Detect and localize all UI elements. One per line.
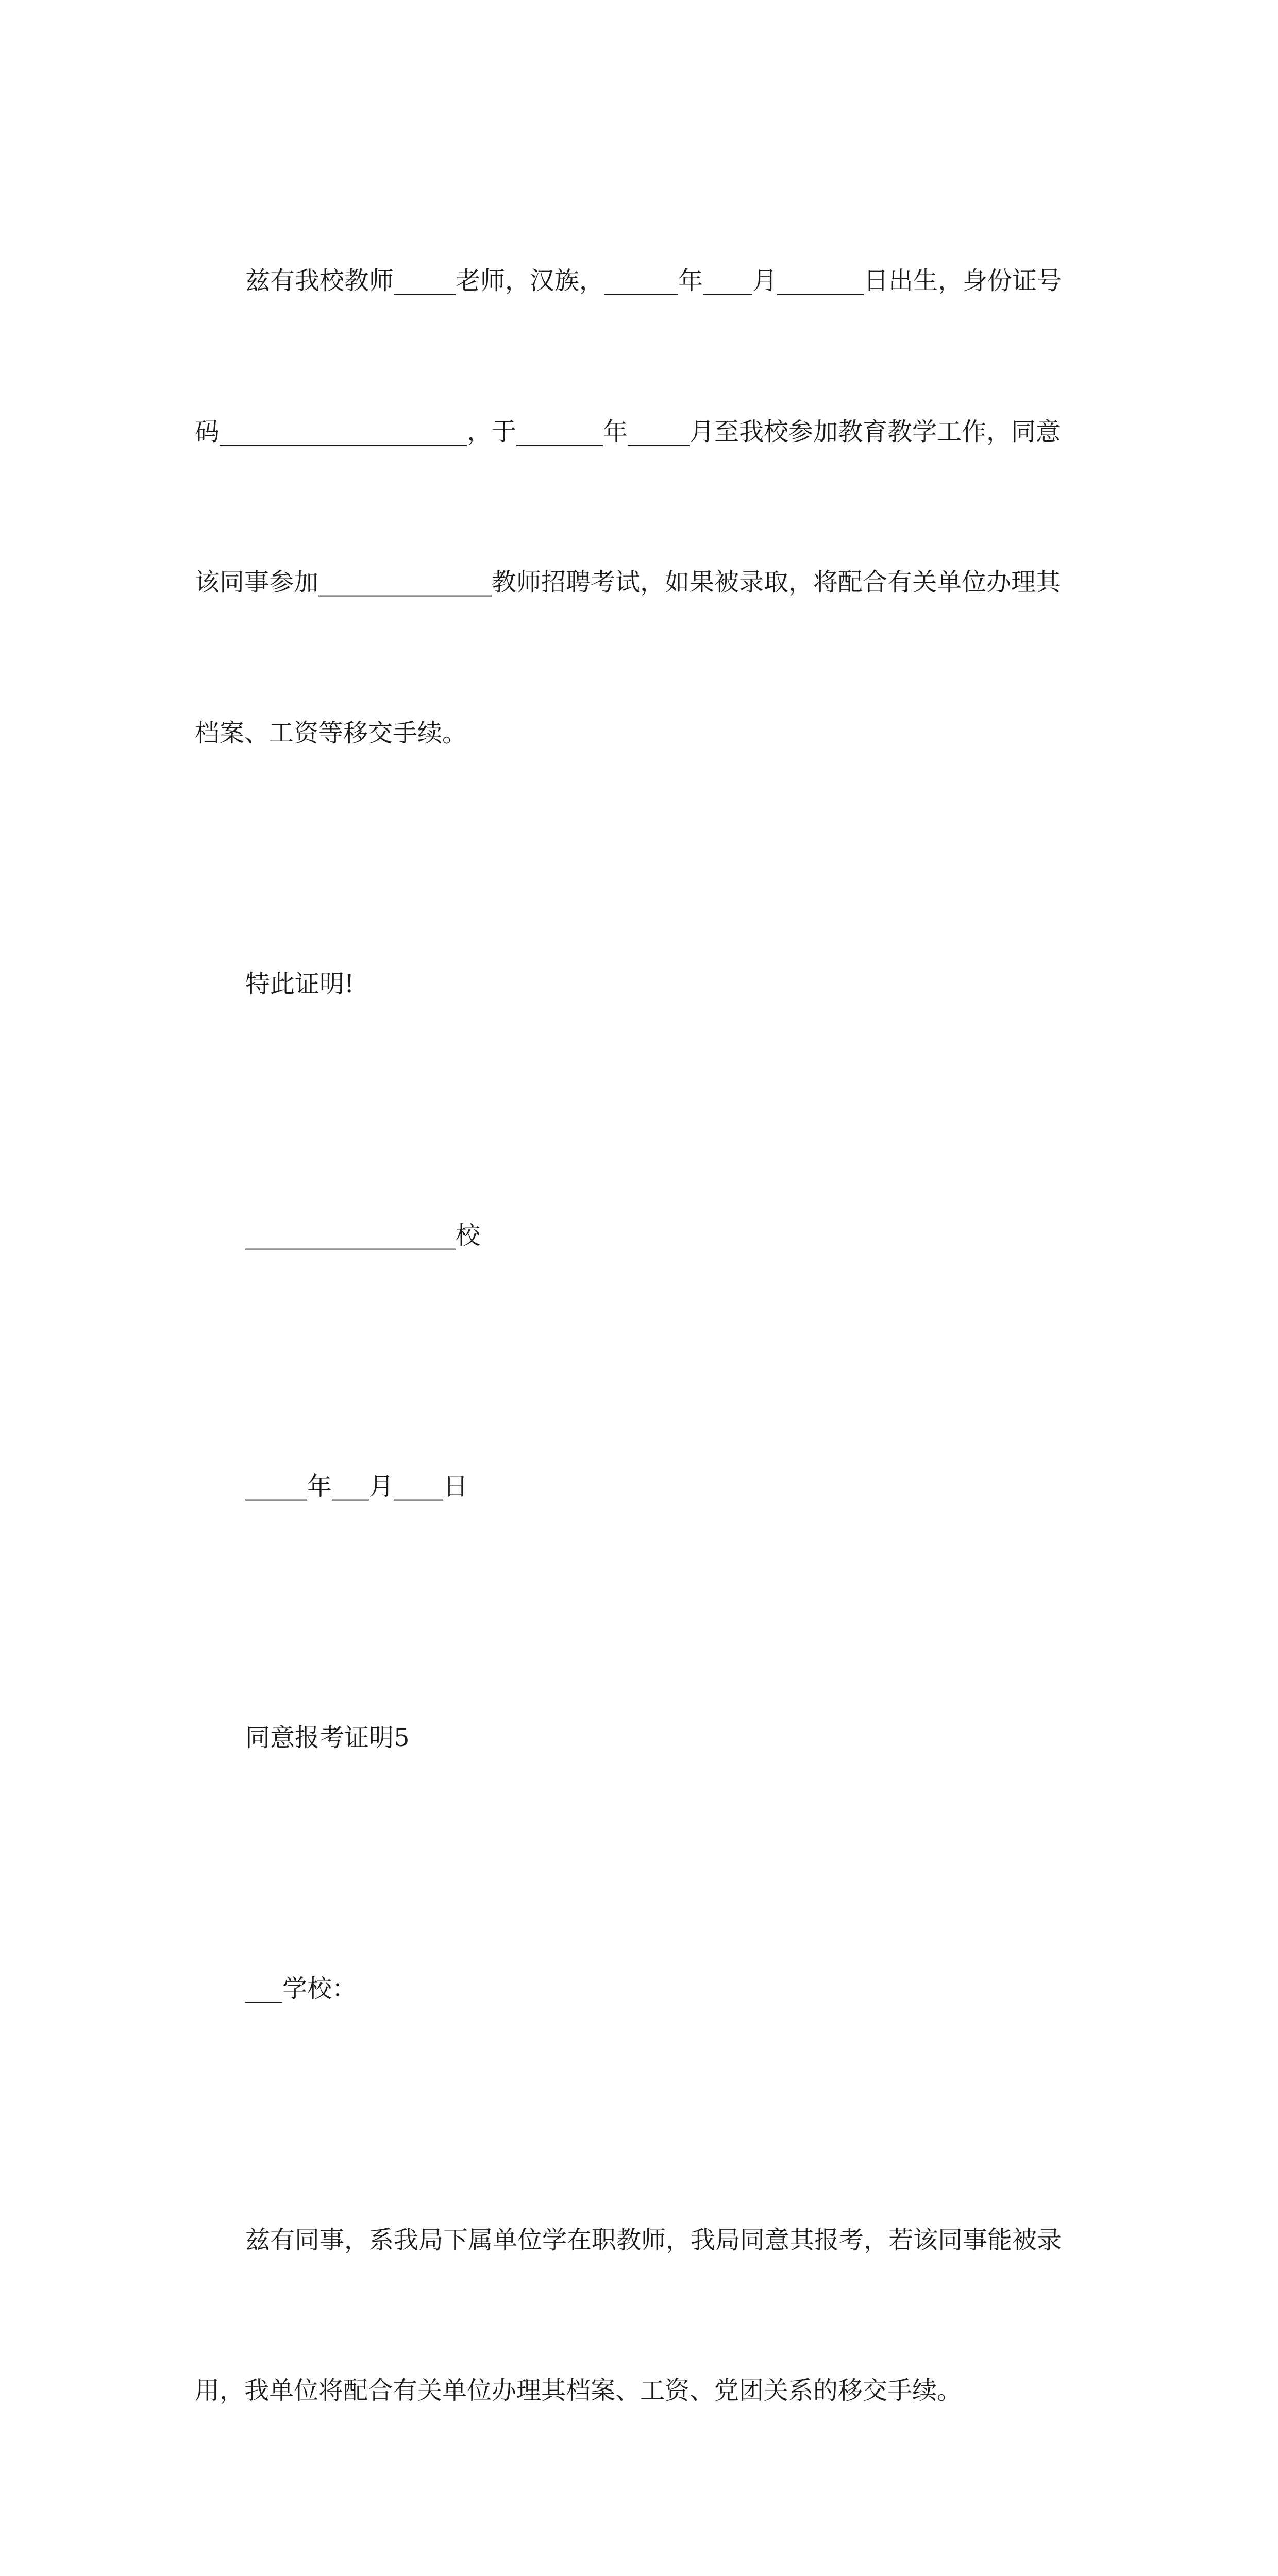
text-line: 同意报考证明5: [195, 1713, 1102, 1764]
paragraph-bureau-consent: [195, 2115, 1102, 2517]
paragraph-work-period: [195, 2517, 1102, 2576]
text-line: _________________校: [195, 1211, 1102, 1261]
date-line: [195, 1361, 1102, 1613]
section-heading-5: [195, 1613, 1102, 1864]
salutation-school: [195, 1863, 1102, 2115]
signature-school: [195, 1110, 1102, 1362]
closing-statement: [195, 859, 1102, 1110]
text-line: 兹有我校教师_____老师，汉族，______年____月_______日出生，身份证号: [195, 256, 1102, 307]
text-line: 用，我单位将配合有关单位办理其档案、工资、党团关系的移交手续。: [195, 2366, 1102, 2416]
paragraph-teacher-certificate-body: [195, 156, 1102, 859]
document-body: [195, 156, 1102, 2576]
text-line: _____年___月____日: [195, 1462, 1102, 1512]
text-line: 该同事参加______________教师招聘考试，如果被录取，将配合有关单位办理其: [195, 557, 1102, 608]
text-line: 兹有同事，系我局下属单位学在职教师，我局同意其报考，若该同事能被录: [195, 2215, 1102, 2266]
text-line: ___学校：: [195, 1964, 1102, 2014]
text-line: 特此证明!: [195, 959, 1102, 1010]
text-line: 档案、工资等移交手续。: [195, 708, 1102, 759]
text-line: 码____________________，于_______年_____月至我校参加教育教学工作，同意: [195, 407, 1102, 457]
